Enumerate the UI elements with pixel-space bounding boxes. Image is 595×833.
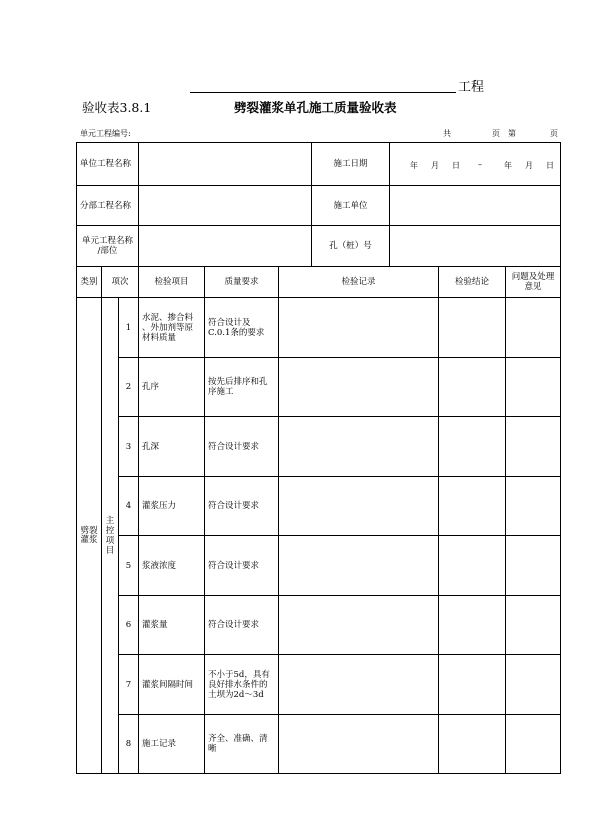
row-number: 3: [125, 441, 132, 452]
row-number: 2: [125, 382, 132, 392]
header-issues: 问题及处理 意见: [511, 272, 555, 292]
row-number: 6: [125, 620, 132, 630]
inspection-item: 孔序: [142, 382, 160, 392]
quality-requirement: 符合设计要求: [208, 620, 260, 630]
row-number: 4: [125, 501, 132, 511]
inspection-item: 灌浆压力: [142, 501, 177, 511]
page-title: 劈裂灌浆单孔施工质量验收表: [234, 100, 397, 115]
form-number: 验收表3.8.1: [82, 100, 152, 115]
quality-requirement: 符合设计要求: [208, 441, 260, 452]
page-unit-label: 页: [550, 129, 558, 138]
element-project-label: 单元工程名称 /部位: [81, 236, 133, 256]
unit-project-name-label: 单位工程名称: [80, 159, 132, 169]
sub-project-name-label: 分部工程名称: [80, 200, 132, 211]
header-item-order: 项次: [111, 277, 129, 287]
quality-requirement: 不小于5d，具有 良好排水条件的 土坝为2d～3d: [208, 669, 270, 700]
page-unit-label: 页: [492, 129, 500, 138]
subcategory-label: 主 控 项 目: [105, 515, 115, 556]
quality-requirement: 齐全、准确、清 晰: [208, 734, 268, 754]
inspection-item: 浆液浓度: [142, 560, 177, 571]
category-label: 劈裂 灌浆: [80, 525, 98, 545]
row-number: 5: [125, 560, 132, 571]
unit-code-label: 单元工程编号:: [80, 129, 131, 138]
project-suffix: 工程: [458, 80, 485, 95]
inspection-item: 水泥、掺合料 、外加剂等原 材料质量: [142, 312, 194, 343]
construction-date-label: 施工日期: [333, 159, 368, 169]
quality-requirement: 符合设计要求: [208, 501, 260, 511]
inspection-item: 施工记录: [142, 739, 177, 749]
inspection-item: 灌浆量: [142, 620, 168, 630]
row-number: 7: [125, 679, 132, 690]
quality-requirement: 符合设计及 C.0.1条的要求: [208, 317, 265, 338]
hole-number-label: 孔（桩）号: [329, 241, 372, 251]
inspection-item: 孔深: [142, 441, 160, 452]
header-quality-requirement: 质量要求: [224, 277, 259, 287]
project-name-underline: [190, 92, 456, 93]
construction-unit-label: 施工单位: [333, 200, 368, 211]
header-inspection-record: 检验记录: [341, 277, 376, 287]
header-category: 类别: [80, 277, 98, 287]
header-conclusion: 检验结论: [454, 277, 489, 287]
page-number-label: 第: [508, 129, 516, 138]
inspection-item: 灌浆间隔时间: [142, 679, 194, 690]
row-number: 1: [125, 322, 132, 333]
quality-requirement: 按先后排序和孔 序施工: [208, 377, 268, 397]
row-number: 8: [125, 739, 132, 749]
header-inspection-item: 检验项目: [154, 277, 189, 287]
page-total-label: 共: [443, 129, 451, 138]
quality-requirement: 符合设计要求: [208, 560, 260, 571]
